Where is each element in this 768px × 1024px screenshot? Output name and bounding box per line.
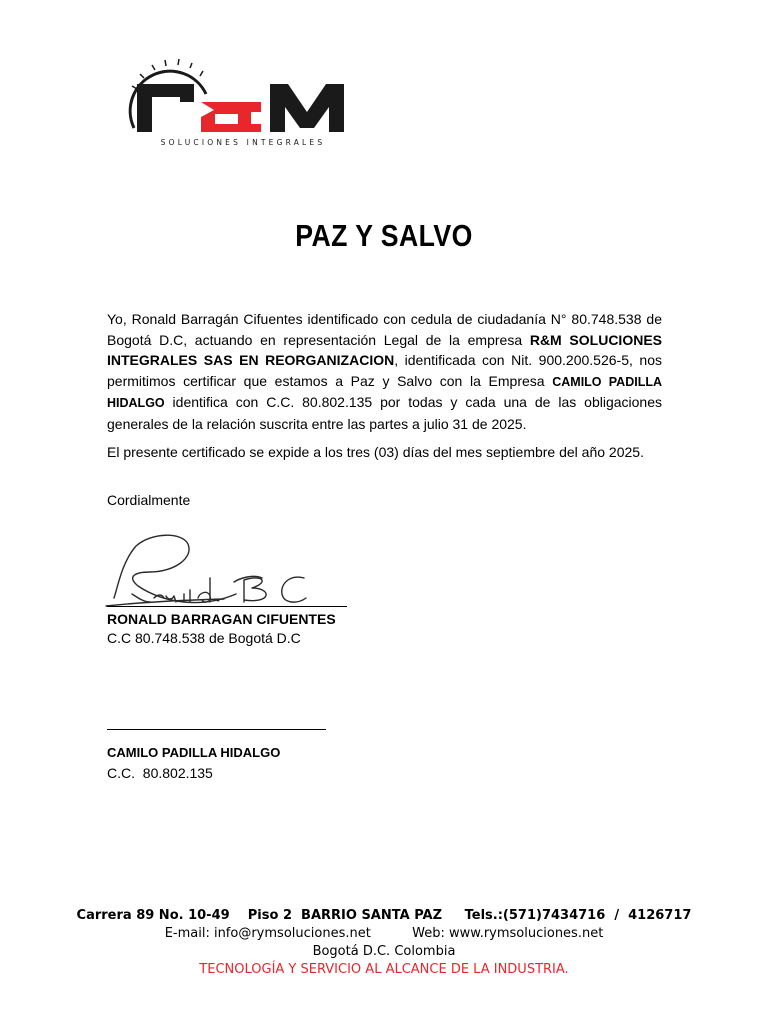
handwritten-signature <box>104 528 344 610</box>
employee-name: CAMILO PADILLA HIDALGO <box>107 745 281 760</box>
signer-name: RONALD BARRAGAN CIFUENTES <box>107 611 336 627</box>
certificate-paragraph: Yo, Ronald Barragán Cifuentes identificado con cedula de ciudadanía N° 80.748.538 de Bogotá D.C, actuando en representación Legal de la empresa R&M SOLUCIONES INTEGRALES SAS EN REORGANIZACION, identificada con Nit. 900.200.526-5, nos permitimos certificar que estamos a Paz y Salvo con la Empresa CAMILO PADILLA HIDALGO identifica con C.C. 80.802.135 por todas y cada una de las obligaciones generales de la relación suscrita entre las partes a julio 31 de 2025. <box>107 311 663 432</box>
footer-address: Carrera 89 No. 10-49 Piso 2 BARRIO SANTA PAZ Tels.:(571)7434716 / 4126717 <box>76 908 692 923</box>
employee-name-inline: CAMILO PADILLA HIDALGO <box>107 374 663 410</box>
footer-city: Bogotá D.C. Colombia <box>312 944 456 959</box>
closing-text: Cordialmente <box>107 492 191 508</box>
logo-ampersand <box>201 102 261 132</box>
logo-letter-r <box>137 84 194 132</box>
document-body <box>107 309 662 463</box>
employee-signature-line <box>107 729 326 730</box>
logo-letter-m <box>270 84 344 132</box>
signer-id: C.C 80.748.538 de Bogotá D.C <box>107 630 301 646</box>
issue-date-paragraph: El presente certificado se expide a los tres (03) días del mes septiembre del año 2025. <box>107 444 644 460</box>
employee-id: C.C. 80.802.135 <box>107 765 213 781</box>
footer-contact: E-mail: info@rymsoluciones.net Web: www.rymsoluciones.net <box>164 926 604 941</box>
document-title: PAZ Y SALVO <box>295 218 473 253</box>
logo-tagline: SOLUCIONES INTEGRALES <box>160 138 326 147</box>
company-logo <box>104 50 354 150</box>
footer-tagline: TECNOLOGÍA Y SERVICIO AL ALCANCE DE LA INDUSTRIA. <box>199 962 569 977</box>
page-footer <box>0 907 768 979</box>
signature-line <box>107 606 347 607</box>
company-name: R&M SOLUCIONES INTEGRALES SAS EN REORGANIZACION <box>107 331 662 368</box>
